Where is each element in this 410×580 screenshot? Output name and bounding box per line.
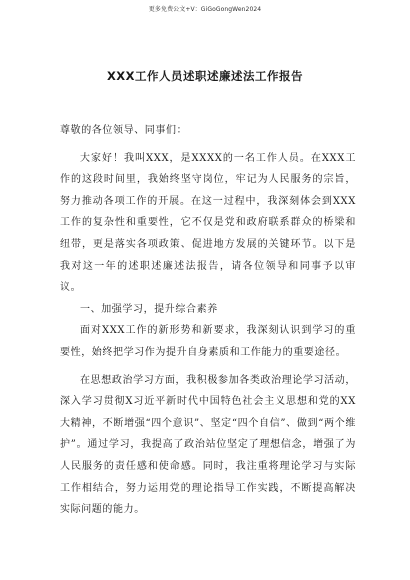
paragraph-political-study: 在思想政治学习方面，我积极参加各类政治理论学习活动，深入学习贯彻X习近平新时代中国特色社会主义思想和党的XX大精神，不断增强“四个意识”、坚定“四个自信”、做到“两个维护”。通过学习，我提高了政治站位坚定了理想信念，增强了为人民服务的责任感和使命感。同时，我注重将理论学习与实际工作相结合，努力运用党的理论指导工作实践，不断提高解决实际问题的能力。 (60, 374, 356, 516)
section-heading: 一、加强学习，提升综合素养 (80, 303, 218, 315)
paragraph-learning: 面对XXX工作的新形势和新要求，我深刻认识到学习的重要性，始终把学习作为提升自身素质和工作能力的重要途径。 (60, 325, 356, 358)
document-body (60, 120, 356, 521)
header-note: 更多免费公文+V：GiGoGongWen2024 (148, 6, 262, 13)
salutation: 尊敬的各位领导、同事们： (60, 125, 188, 136)
paragraph-intro: 大家好！我叫XXX，是XXXX的一名工作人员。在XXX工作的这段时间里，我始终坚守岗位，牢记为人民服务的宗旨，努力推动各项工作的开展。在这一过程中，我深刻体会到XXX工作的复杂性和重要性，它不仅是党和政府联系群众的桥梁和纽带，更是落实各项政策、促进地方发展的关键环节。以下是我对这一年的述职述廉述法报告，请各位领导和同事予以审议。 (60, 152, 356, 294)
document-title: XXX工作人员述职述廉述法工作报告 (106, 69, 304, 83)
